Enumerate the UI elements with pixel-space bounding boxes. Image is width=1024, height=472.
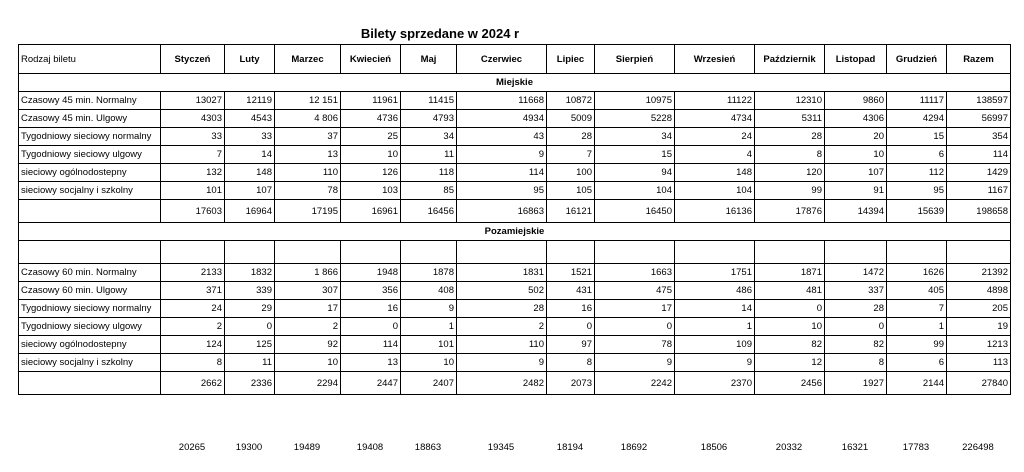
value-cell: 11961 [341,92,401,110]
value-cell: 92 [275,336,341,354]
sum-cell: 2144 [887,372,947,395]
value-cell: 1948 [341,264,401,282]
value-cell: 7 [887,300,947,318]
value-cell: 112 [887,164,947,182]
value-cell: 114 [947,146,1011,164]
value-cell: 13 [275,146,341,164]
value-cell: 124 [161,336,225,354]
value-cell: 104 [675,182,755,200]
value-cell: 4303 [161,110,225,128]
value-cell: 29 [225,300,275,318]
value-cell: 16 [341,300,401,318]
value-cell: 6 [887,146,947,164]
value-cell: 21392 [947,264,1011,282]
section-sum-row [19,372,1011,395]
value-cell: 10 [275,354,341,372]
value-cell: 8 [547,354,595,372]
value-cell: 4 [675,146,755,164]
grand-total-cell: 19300 [235,441,263,453]
row-label: sieciowy ogólnodostepny [19,336,161,354]
row-label: Czasowy 60 min. Normalny [19,264,161,282]
table-row [19,336,1011,354]
value-cell: 12310 [755,92,825,110]
value-cell: 78 [275,182,341,200]
value-cell: 10 [341,146,401,164]
value-cell: 107 [825,164,887,182]
value-cell: 109 [675,336,755,354]
value-cell: 11117 [887,92,947,110]
table-row [19,128,1011,146]
table-row [19,264,1011,282]
header-month: Czerwiec [457,45,547,74]
header-month: Kwiecień [341,45,401,74]
blank-cell [19,241,161,264]
value-cell: 307 [275,282,341,300]
sum-cell: 17603 [161,200,225,223]
value-cell: 1663 [595,264,675,282]
sum-cell: 16961 [341,200,401,223]
value-cell: 6 [887,354,947,372]
value-cell: 9860 [825,92,887,110]
value-cell: 431 [547,282,595,300]
grand-totals [18,440,1010,454]
value-cell: 9 [457,146,547,164]
value-cell: 15 [887,128,947,146]
value-cell: 7 [547,146,595,164]
value-cell: 20 [825,128,887,146]
header-month: Wrzesień [675,45,755,74]
value-cell: 481 [755,282,825,300]
sum-cell: 2662 [161,372,225,395]
value-cell: 8 [161,354,225,372]
value-cell: 12 [755,354,825,372]
tickets-table-wrapper [18,44,1010,395]
blank-row [19,241,1011,264]
value-cell: 101 [401,336,457,354]
value-cell: 475 [595,282,675,300]
sum-cell: 16964 [225,200,275,223]
value-cell: 28 [755,128,825,146]
table-row [19,354,1011,372]
sum-label-cell [19,372,161,395]
sum-cell: 2370 [675,372,755,395]
value-cell: 10 [401,354,457,372]
value-cell: 2 [161,318,225,336]
value-cell: 13027 [161,92,225,110]
grand-total-cell: 17783 [902,441,930,453]
table-body [19,74,1011,395]
value-cell: 354 [947,128,1011,146]
value-cell: 24 [161,300,225,318]
value-cell: 11668 [457,92,547,110]
value-cell: 9 [675,354,755,372]
value-cell: 1213 [947,336,1011,354]
value-cell: 99 [887,336,947,354]
value-cell: 2133 [161,264,225,282]
row-label: sieciowy socjalny i szkolny [19,182,161,200]
value-cell: 138597 [947,92,1011,110]
blank-cell [675,241,755,264]
value-cell: 4306 [825,110,887,128]
value-cell: 148 [225,164,275,182]
sum-cell: 16450 [595,200,675,223]
value-cell: 0 [547,318,595,336]
value-cell: 405 [887,282,947,300]
blank-cell [161,241,225,264]
value-cell: 17 [595,300,675,318]
value-cell: 99 [755,182,825,200]
row-label: Czasowy 45 min. Normalny [19,92,161,110]
value-cell: 148 [675,164,755,182]
value-cell: 1871 [755,264,825,282]
document-title: Bilety sprzedane w 2024 r [360,26,520,41]
blank-cell [755,241,825,264]
value-cell: 205 [947,300,1011,318]
blank-cell [225,241,275,264]
section-sum-row [19,200,1011,223]
value-cell: 19 [947,318,1011,336]
header-month: Październik [755,45,825,74]
value-cell: 37 [275,128,341,146]
value-cell: 10975 [595,92,675,110]
value-cell: 4934 [457,110,547,128]
value-cell: 110 [457,336,547,354]
header-ticket-type: Rodzaj biletu [19,45,161,74]
row-label: Tygodniowy sieciowy ulgowy [19,146,161,164]
value-cell: 78 [595,336,675,354]
value-cell: 16 [547,300,595,318]
value-cell: 11 [225,354,275,372]
value-cell: 0 [225,318,275,336]
value-cell: 1878 [401,264,457,282]
blank-cell [825,241,887,264]
value-cell: 94 [595,164,675,182]
value-cell: 114 [457,164,547,182]
section-header-row [19,223,1011,241]
section-header-row [19,74,1011,92]
row-label: Czasowy 60 min. Ulgowy [19,282,161,300]
value-cell: 356 [341,282,401,300]
blank-cell [457,241,547,264]
row-label: Tygodniowy sieciowy normalny [19,300,161,318]
value-cell: 120 [755,164,825,182]
value-cell: 28 [547,128,595,146]
value-cell: 4734 [675,110,755,128]
blank-cell [547,241,595,264]
value-cell: 0 [825,318,887,336]
value-cell: 1626 [887,264,947,282]
header-month: Marzec [275,45,341,74]
sum-cell: 15639 [887,200,947,223]
value-cell: 11122 [675,92,755,110]
value-cell: 11 [401,146,457,164]
value-cell: 12119 [225,92,275,110]
grand-total-cell: 20332 [775,441,803,453]
table-row [19,164,1011,182]
table-row [19,282,1011,300]
sum-cell: 16456 [401,200,457,223]
value-cell: 126 [341,164,401,182]
grand-total-cell: 18692 [620,441,648,453]
table-row [19,300,1011,318]
sum-cell: 16136 [675,200,755,223]
sum-cell: 14394 [825,200,887,223]
value-cell: 486 [675,282,755,300]
sum-cell: 2242 [595,372,675,395]
value-cell: 337 [825,282,887,300]
sum-cell: 17876 [755,200,825,223]
header-month: Razem [947,45,1011,74]
blank-cell [341,241,401,264]
value-cell: 104 [595,182,675,200]
value-cell: 34 [401,128,457,146]
value-cell: 113 [947,354,1011,372]
value-cell: 9 [457,354,547,372]
value-cell: 15 [595,146,675,164]
value-cell: 0 [755,300,825,318]
table-row [19,318,1011,336]
row-label: Tygodniowy sieciowy normalny [19,128,161,146]
value-cell: 5009 [547,110,595,128]
value-cell: 1429 [947,164,1011,182]
value-cell: 1831 [457,264,547,282]
value-cell: 125 [225,336,275,354]
value-cell: 34 [595,128,675,146]
value-cell: 43 [457,128,547,146]
value-cell: 9 [595,354,675,372]
value-cell: 4793 [401,110,457,128]
table-row [19,146,1011,164]
value-cell: 4294 [887,110,947,128]
grand-total-cell: 20265 [178,441,206,453]
row-label: sieciowy socjalny i szkolny [19,354,161,372]
sum-cell: 16863 [457,200,547,223]
value-cell: 28 [457,300,547,318]
value-cell: 33 [225,128,275,146]
grand-total-cell: 19489 [293,441,321,453]
value-cell: 118 [401,164,457,182]
value-cell: 91 [825,182,887,200]
value-cell: 1832 [225,264,275,282]
header-month: Grudzień [887,45,947,74]
grand-total-cell: 18506 [700,441,728,453]
value-cell: 4 806 [275,110,341,128]
value-cell: 33 [161,128,225,146]
value-cell: 8 [825,354,887,372]
grand-total-cell: 16321 [841,441,869,453]
value-cell: 14 [675,300,755,318]
value-cell: 24 [675,128,755,146]
value-cell: 82 [755,336,825,354]
row-label: Tygodniowy sieciowy ulgowy [19,318,161,336]
header-month: Sierpień [595,45,675,74]
tickets-table [18,44,1011,395]
value-cell: 8 [755,146,825,164]
sum-cell: 2073 [547,372,595,395]
value-cell: 4736 [341,110,401,128]
table-row [19,182,1011,200]
sum-label-cell [19,200,161,223]
value-cell: 103 [341,182,401,200]
value-cell: 101 [161,182,225,200]
value-cell: 25 [341,128,401,146]
value-cell: 0 [341,318,401,336]
sum-cell: 198658 [947,200,1011,223]
blank-cell [887,241,947,264]
grand-total-spacer [18,440,160,454]
value-cell: 11415 [401,92,457,110]
table-row [19,110,1011,128]
value-cell: 10872 [547,92,595,110]
row-label: Czasowy 45 min. Ulgowy [19,110,161,128]
grand-total-cell: 226498 [962,441,994,453]
value-cell: 1167 [947,182,1011,200]
value-cell: 5311 [755,110,825,128]
value-cell: 9 [401,300,457,318]
value-cell: 339 [225,282,275,300]
sum-cell: 2447 [341,372,401,395]
sum-cell: 16121 [547,200,595,223]
value-cell: 95 [887,182,947,200]
value-cell: 408 [401,282,457,300]
value-cell: 105 [547,182,595,200]
header-month: Lipiec [547,45,595,74]
grand-totals-row [18,440,1010,454]
value-cell: 95 [457,182,547,200]
blank-cell [595,241,675,264]
value-cell: 1 [401,318,457,336]
value-cell: 502 [457,282,547,300]
value-cell: 4543 [225,110,275,128]
value-cell: 28 [825,300,887,318]
value-cell: 7 [161,146,225,164]
value-cell: 12 151 [275,92,341,110]
sum-cell: 2294 [275,372,341,395]
blank-cell [275,241,341,264]
value-cell: 13 [341,354,401,372]
header-month: Maj [401,45,457,74]
section-title: Miejskie [19,74,1011,92]
value-cell: 132 [161,164,225,182]
value-cell: 1472 [825,264,887,282]
value-cell: 4898 [947,282,1011,300]
value-cell: 371 [161,282,225,300]
value-cell: 2 [457,318,547,336]
value-cell: 1521 [547,264,595,282]
sum-cell: 17195 [275,200,341,223]
grand-total-cell: 19408 [356,441,384,453]
sum-cell: 2456 [755,372,825,395]
value-cell: 0 [595,318,675,336]
blank-cell [401,241,457,264]
sum-cell: 2407 [401,372,457,395]
grand-total-cell: 19345 [487,441,515,453]
grand-total-cell: 18194 [556,441,584,453]
value-cell: 1 866 [275,264,341,282]
value-cell: 2 [275,318,341,336]
value-cell: 5228 [595,110,675,128]
grand-total-cell: 18863 [414,441,442,453]
header-row [19,45,1011,74]
value-cell: 114 [341,336,401,354]
value-cell: 1751 [675,264,755,282]
sum-cell: 2336 [225,372,275,395]
value-cell: 10 [825,146,887,164]
value-cell: 1 [675,318,755,336]
blank-cell [947,241,1011,264]
value-cell: 17 [275,300,341,318]
header-month: Styczeń [161,45,225,74]
sum-cell: 1927 [825,372,887,395]
sum-cell: 2482 [457,372,547,395]
header-month: Luty [225,45,275,74]
value-cell: 82 [825,336,887,354]
value-cell: 110 [275,164,341,182]
value-cell: 100 [547,164,595,182]
value-cell: 97 [547,336,595,354]
header-month: Listopad [825,45,887,74]
value-cell: 1 [887,318,947,336]
section-title: Pozamiejskie [19,223,1011,241]
value-cell: 56997 [947,110,1011,128]
value-cell: 14 [225,146,275,164]
value-cell: 107 [225,182,275,200]
row-label: sieciowy ogólnodostepny [19,164,161,182]
value-cell: 10 [755,318,825,336]
table-row [19,92,1011,110]
sum-cell: 27840 [947,372,1011,395]
value-cell: 85 [401,182,457,200]
